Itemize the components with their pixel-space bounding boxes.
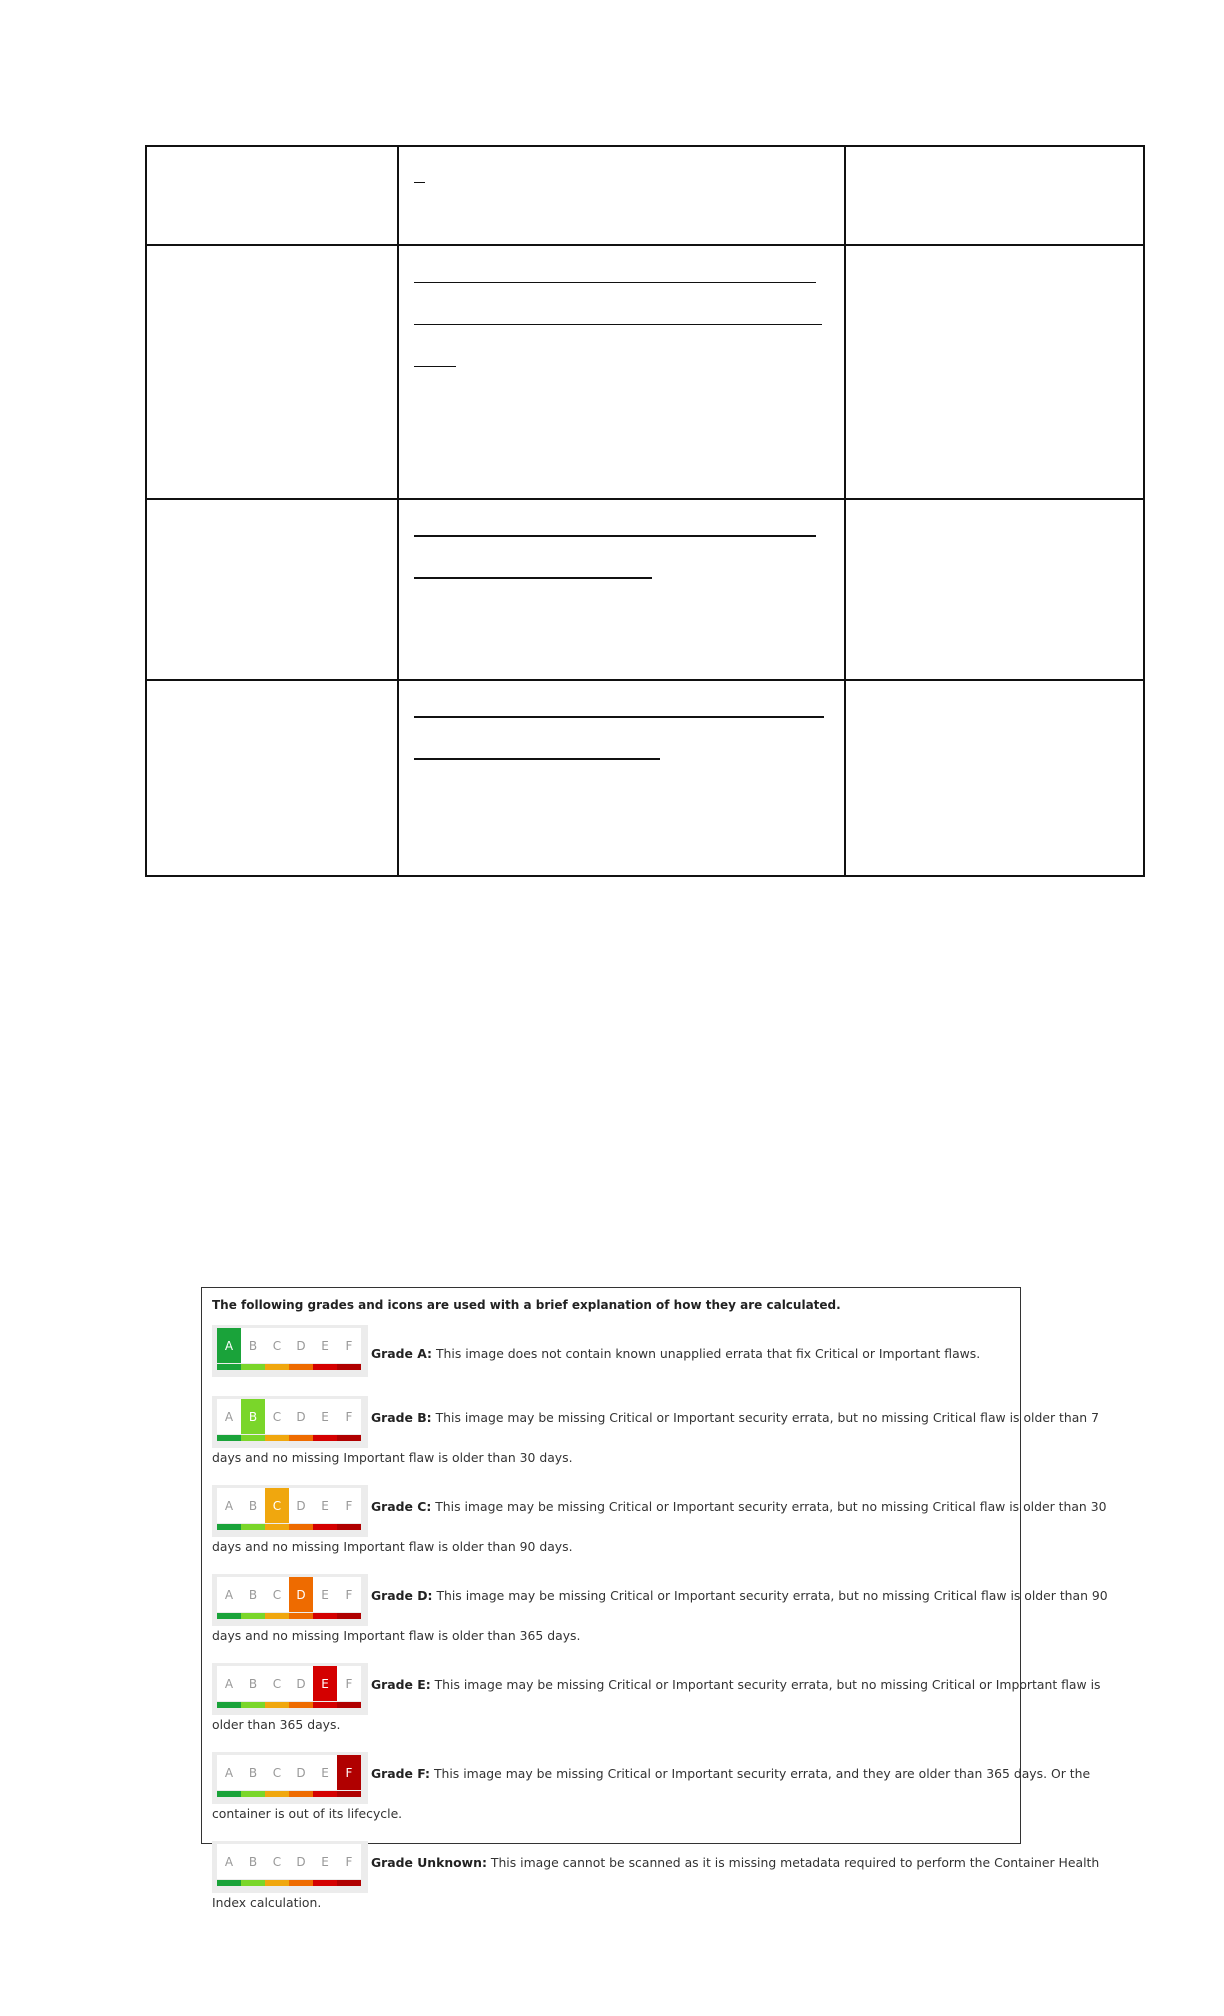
grade-letter: F xyxy=(337,1755,361,1790)
grade-color-bar xyxy=(241,1364,265,1370)
grade-description: This image may be missing Critical or Important security errata, and they are older than 365 days. Or the xyxy=(433,1766,1091,1781)
document-table xyxy=(145,145,1145,877)
grade-letter: F xyxy=(337,1577,361,1612)
grade-color-bar xyxy=(241,1613,265,1619)
grade-letter: D xyxy=(289,1755,313,1790)
grade-color-bar xyxy=(217,1791,241,1797)
grades-panel xyxy=(201,1287,1108,1910)
grade-color-bar xyxy=(265,1791,289,1797)
grade-description: This image may be missing Critical or Important security errata, but no missing Critical flaw is older than 90 xyxy=(436,1588,1108,1603)
underline xyxy=(414,282,816,283)
grade-letter: B xyxy=(241,1755,265,1790)
grade-color-bar xyxy=(217,1880,241,1886)
grade-letter: E xyxy=(313,1328,337,1363)
grade-scale-icon xyxy=(212,1485,368,1537)
grade-color-bar xyxy=(217,1364,241,1370)
underline xyxy=(414,366,456,367)
grade-letter: A xyxy=(217,1488,241,1523)
grade-letter: C xyxy=(265,1488,289,1523)
grade-letter: D xyxy=(289,1488,313,1523)
table-cell xyxy=(398,680,845,876)
table-row xyxy=(146,146,1144,245)
grade-description: This image does not contain known unapplied errata that fix Critical or Important flaws. xyxy=(435,1346,981,1361)
table-cell xyxy=(146,146,398,245)
grade-letter: A xyxy=(217,1755,241,1790)
grade-letter: A xyxy=(217,1577,241,1612)
grade-row xyxy=(212,1325,1020,1377)
grade-letter: D xyxy=(289,1399,313,1434)
grade-letter: D xyxy=(289,1844,313,1879)
grade-color-bar xyxy=(313,1702,337,1708)
grade-description: This image cannot be scanned as it is missing metadata required to perform the Container Health xyxy=(490,1855,1100,1870)
grade-description: This image may be missing Critical or Important security errata, but no missing Critical flaw is older than 7 xyxy=(435,1410,1099,1425)
grade-label: Grade C: xyxy=(371,1499,432,1514)
grade-letter: A xyxy=(217,1844,241,1879)
grade-letter: E xyxy=(313,1399,337,1434)
grade-letter: B xyxy=(241,1488,265,1523)
grade-color-bar xyxy=(265,1524,289,1530)
table-cell xyxy=(845,245,1144,499)
grade-color-bar xyxy=(337,1791,361,1797)
grade-letter: C xyxy=(265,1844,289,1879)
grade-description-continued: older than 365 days. xyxy=(212,1717,341,1732)
grade-letter: B xyxy=(241,1399,265,1434)
grade-letter: E xyxy=(313,1844,337,1879)
grade-letter: A xyxy=(217,1328,241,1363)
underline xyxy=(414,716,824,718)
grade-description-continued: container is out of its lifecycle. xyxy=(212,1806,403,1821)
grade-letter: B xyxy=(241,1844,265,1879)
underline xyxy=(414,577,652,579)
grade-description-continued: days and no missing Important flaw is older than 365 days. xyxy=(212,1628,581,1643)
grade-color-bar xyxy=(241,1524,265,1530)
grade-color-bar xyxy=(241,1791,265,1797)
grade-color-bar xyxy=(313,1880,337,1886)
underline xyxy=(414,324,822,325)
grade-scale-icon xyxy=(212,1752,368,1804)
grade-color-bar xyxy=(289,1613,313,1619)
table-cell xyxy=(845,680,1144,876)
grade-description: This image may be missing Critical or Important security errata, but no missing Critical flaw is older than 30 xyxy=(435,1499,1107,1514)
grade-label: Grade Unknown: xyxy=(371,1855,487,1870)
grade-letter: D xyxy=(289,1666,313,1701)
grade-color-bar xyxy=(241,1435,265,1441)
grade-color-bar xyxy=(265,1435,289,1441)
grade-letter: C xyxy=(265,1577,289,1612)
grade-label: Grade B: xyxy=(371,1410,432,1425)
grade-color-bar xyxy=(217,1524,241,1530)
grade-row xyxy=(212,1663,1101,1735)
grade-color-bar xyxy=(313,1613,337,1619)
grade-letter: F xyxy=(337,1399,361,1434)
table-cell xyxy=(398,499,845,680)
grade-color-bar xyxy=(265,1702,289,1708)
table-row xyxy=(146,245,1144,499)
grade-description: This image may be missing Critical or Important security errata, but no missing Critical or Important flaw is xyxy=(434,1677,1101,1692)
grade-row xyxy=(212,1396,1099,1468)
grade-letter: E xyxy=(313,1666,337,1701)
grade-color-bar xyxy=(241,1880,265,1886)
grade-scale-icon xyxy=(212,1841,368,1893)
grade-letter: D xyxy=(289,1577,313,1612)
grade-scale-icon xyxy=(212,1663,368,1715)
grade-color-bar xyxy=(289,1791,313,1797)
grade-color-bar xyxy=(289,1524,313,1530)
grade-scale-icon xyxy=(212,1574,368,1626)
table-cell xyxy=(146,245,398,499)
grade-color-bar xyxy=(313,1791,337,1797)
grade-label: Grade A: xyxy=(371,1346,433,1361)
grade-color-bar xyxy=(289,1435,313,1441)
grade-color-bar xyxy=(337,1435,361,1441)
grade-description-continued: days and no missing Important flaw is older than 30 days. xyxy=(212,1450,573,1465)
grades-list xyxy=(212,1325,1108,1913)
table-cell xyxy=(146,499,398,680)
grade-row xyxy=(212,1485,1107,1557)
grade-color-bar xyxy=(337,1880,361,1886)
grade-color-bar xyxy=(313,1435,337,1441)
grade-color-bar xyxy=(217,1613,241,1619)
grade-letter: C xyxy=(265,1666,289,1701)
grade-row xyxy=(212,1752,1091,1824)
grade-letter: F xyxy=(337,1488,361,1523)
grade-label: Grade F: xyxy=(371,1766,430,1781)
grade-letter: E xyxy=(313,1755,337,1790)
grade-description-continued: days and no missing Important flaw is older than 90 days. xyxy=(212,1539,573,1554)
grade-letter: F xyxy=(337,1844,361,1879)
grade-letter: C xyxy=(265,1755,289,1790)
grade-letter: F xyxy=(337,1328,361,1363)
table-cell xyxy=(845,146,1144,245)
grade-color-bar xyxy=(313,1524,337,1530)
grade-row xyxy=(212,1841,1100,1913)
table-cell xyxy=(845,499,1144,680)
grade-color-bar xyxy=(337,1702,361,1708)
grade-color-bar xyxy=(265,1613,289,1619)
grade-letter: A xyxy=(217,1666,241,1701)
grade-color-bar xyxy=(265,1364,289,1370)
table-row xyxy=(146,680,1144,876)
underline xyxy=(414,182,425,183)
grade-scale-icon xyxy=(212,1396,368,1448)
grade-color-bar xyxy=(289,1880,313,1886)
underline xyxy=(414,758,660,760)
grade-color-bar xyxy=(241,1702,265,1708)
grade-description-continued: Index calculation. xyxy=(212,1895,322,1910)
grade-color-bar xyxy=(337,1364,361,1370)
grade-color-bar xyxy=(313,1364,337,1370)
grade-color-bar xyxy=(217,1435,241,1441)
grade-letter: B xyxy=(241,1328,265,1363)
grade-color-bar xyxy=(289,1702,313,1708)
grade-scale-icon xyxy=(212,1325,368,1377)
grade-color-bar xyxy=(217,1702,241,1708)
grade-label: Grade E: xyxy=(371,1677,431,1692)
grade-color-bar xyxy=(337,1613,361,1619)
grade-letter: D xyxy=(289,1328,313,1363)
grade-letter: C xyxy=(265,1328,289,1363)
grade-letter: F xyxy=(337,1666,361,1701)
underline xyxy=(414,535,816,537)
table-cell xyxy=(398,245,845,499)
grade-letter: B xyxy=(241,1577,265,1612)
grade-label: Grade D: xyxy=(371,1588,433,1603)
table-row xyxy=(146,499,1144,680)
grade-color-bar xyxy=(289,1364,313,1370)
table-cell xyxy=(398,146,845,245)
panel-intro: The following grades and icons are used with a brief explanation of how they are calculated. xyxy=(212,1298,841,1312)
grade-letter: C xyxy=(265,1399,289,1434)
grade-letter: E xyxy=(313,1488,337,1523)
grade-letter: B xyxy=(241,1666,265,1701)
table-cell xyxy=(146,680,398,876)
grade-letter: E xyxy=(313,1577,337,1612)
grade-letter: A xyxy=(217,1399,241,1434)
grade-color-bar xyxy=(337,1524,361,1530)
grade-row xyxy=(212,1574,1108,1646)
grade-color-bar xyxy=(265,1880,289,1886)
